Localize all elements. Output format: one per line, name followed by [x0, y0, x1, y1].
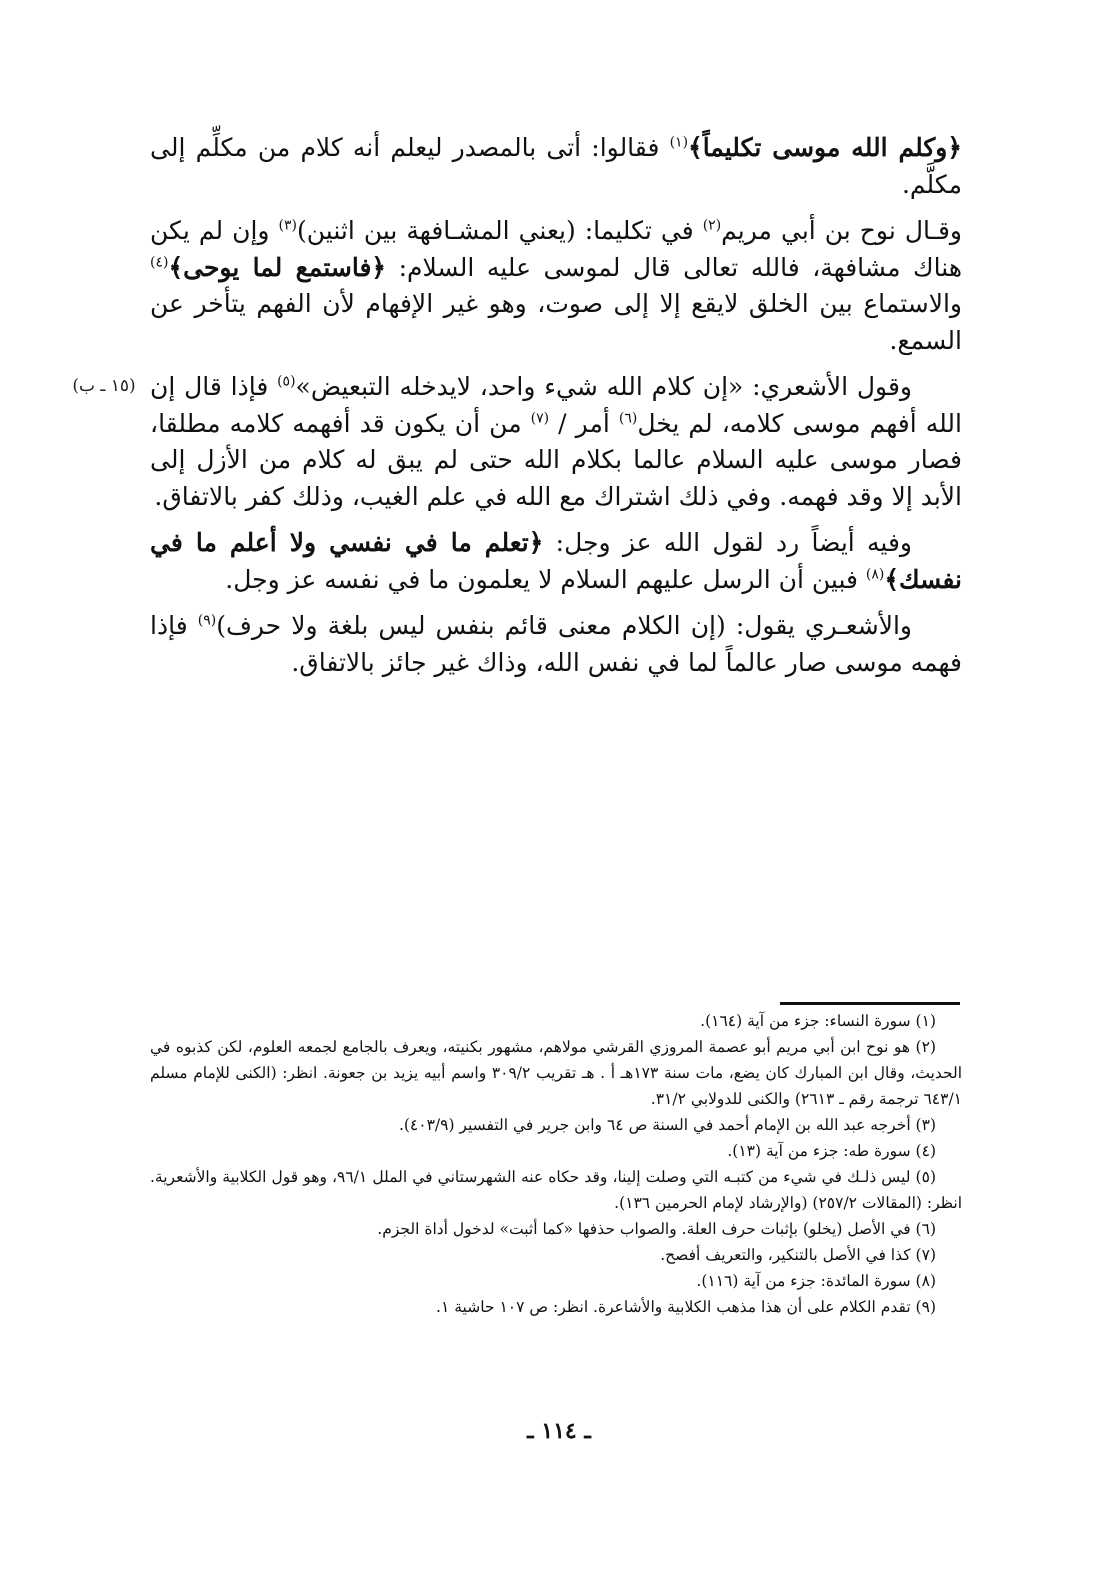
- paragraph-3: [150, 369, 962, 515]
- footnote-ref: (٨): [865, 566, 885, 583]
- quran-verse: ﴿تعلم ما في نفسي ولا أعلم ما في نفسك﴾: [150, 528, 962, 594]
- text-run: والأشعـري يقول: (إن الكلام معنى قائم بنفس ليس بلغة ولا حرف): [216, 611, 913, 640]
- text-run: فإذا قال إن الله أفهم موسى كلامه، لم يخل: [150, 372, 962, 438]
- text-run: أمر /: [549, 408, 619, 438]
- footnote-ref: (٧): [530, 410, 550, 427]
- footnote-ref: (١): [669, 134, 689, 151]
- footnote: (٤) سورة طه: جزء من آية (١٣).: [727, 1142, 936, 1160]
- footnote-ref: (٤): [150, 254, 169, 271]
- text-run: فقالوا: أتى بالمصدر ليعلم أنه كلام من مكلِّم إلى مكلَّم.: [150, 133, 962, 199]
- paragraph-5: [150, 608, 962, 681]
- footnote-separator: [780, 1002, 960, 1005]
- text-run: وفيه أيضاً رد لقول الله عز وجل:: [543, 528, 913, 557]
- footnote-ref: (٣): [278, 217, 298, 234]
- paragraph-4: [150, 525, 962, 598]
- text-run: وقول الأشعري: «إن كلام الله شيء واحد، لايدخله التبعيض»: [295, 372, 912, 401]
- manuscript-folio-note: (١٥ ـ ب): [72, 376, 136, 396]
- quran-verse: ﴿وكلم الله موسى تكليماً﴾: [688, 133, 962, 162]
- main-text: [150, 130, 962, 691]
- text-run: وقـال نوح بن أبي مريم: [721, 216, 962, 245]
- footnote-ref: (٩): [197, 612, 217, 629]
- page-number: ـ ١١٤ ـ: [527, 1418, 591, 1444]
- footnote: (١) سورة النساء: جزء من آية (١٦٤).: [700, 1012, 936, 1030]
- footnote-ref: (٥): [277, 373, 296, 390]
- paragraph-1: [150, 130, 962, 203]
- footnote: (٦) في الأصل (يخلو) بإثبات حرف العلة. والصواب حذفها «كما أثبت» لدخول أداة الجزم.: [377, 1220, 936, 1238]
- footnote: (٨) سورة المائدة: جزء من آية (١١٦).: [696, 1272, 936, 1290]
- paragraph-2: [150, 213, 962, 359]
- quran-verse: ﴿فاستمع لما يوحى﴾: [168, 252, 387, 282]
- text-run: من أن يكون قد أفهمه كلامه مطلقا، فصار موسى عليه السلام عالما بكلام الله حتى لم يبق له كلام من الأزل إلى الأبد إلا وقد فهمه. وفي ذلك اشتراك مع الله في علم الغيب، وذلك كفر بالاتفاق.: [150, 408, 962, 511]
- footnote-ref: (٢): [702, 217, 722, 234]
- footnote: (٩) تقدم الكلام على أن هذا مذهب الكلابية والأشاعرة. انظر: ص ١٠٧ حاشية ١.: [436, 1298, 936, 1316]
- footnote: (٥) ليس ذلـك في شيء من كتبـه التي وصلت إلينا، وقد حكاه عنه الشهرستاني في الملل ٩٦/١، وهو قول الكلابية والأشعرية. انظر: (المقالات ٢٥٧/٢) (والإرشاد لإمام الحرمين ١٣٦).: [150, 1168, 962, 1212]
- text-run: فإذا فهمه موسى صار عالماً لما في نفس الله، وذاك غير جائز بالاتفاق.: [150, 611, 962, 677]
- text-run: في تكليما: (يعني المشـافهة بين اثنين): [297, 216, 703, 245]
- text-run: فبين أن الرسل عليهم السلام لا يعلمون ما في نفسه عز وجل.: [225, 564, 866, 594]
- footnote-ref: (٦): [618, 410, 638, 427]
- footnotes: [150, 1008, 962, 1320]
- footnote: (٧) كذا في الأصل بالتنكير، والتعريف أفصح.: [660, 1246, 936, 1264]
- text-run: والاستماع بين الخلق لايقع إلا إلى صوت، وهو غير الإفهام لأن الفهم يتأخر عن السمع.: [150, 289, 962, 355]
- footnote: (٣) أخرجه عبد الله بن الإمام أحمد في السنة ص ٦٤ وابن جرير في التفسير (٤٠٣/٩).: [398, 1116, 936, 1134]
- text-run: وإن لم يكن هناك مشافهة، فالله تعالى قال لموسى عليه السلام:: [150, 216, 962, 282]
- footnote: (٢) هو نوح ابن أبي مريم أبو عصمة المروزي القرشي مولاهم، مشهور بكنيته، ويعرف بالجامع لجمعه العلوم، لكن كذبوه في الحديث، وقال ابن المبارك كان يضع، مات سنة ١٧٣هـ أ . هـ تقريب ٣٠٩/٢ واسم أبيه يزيد بن جعونة. انظر: (الكنى للإمام مسلم ٦٤٣/١ ترجمة رقم ـ ٢٦١٣) والكنى للدولابي ٣١/٢.: [150, 1038, 963, 1108]
